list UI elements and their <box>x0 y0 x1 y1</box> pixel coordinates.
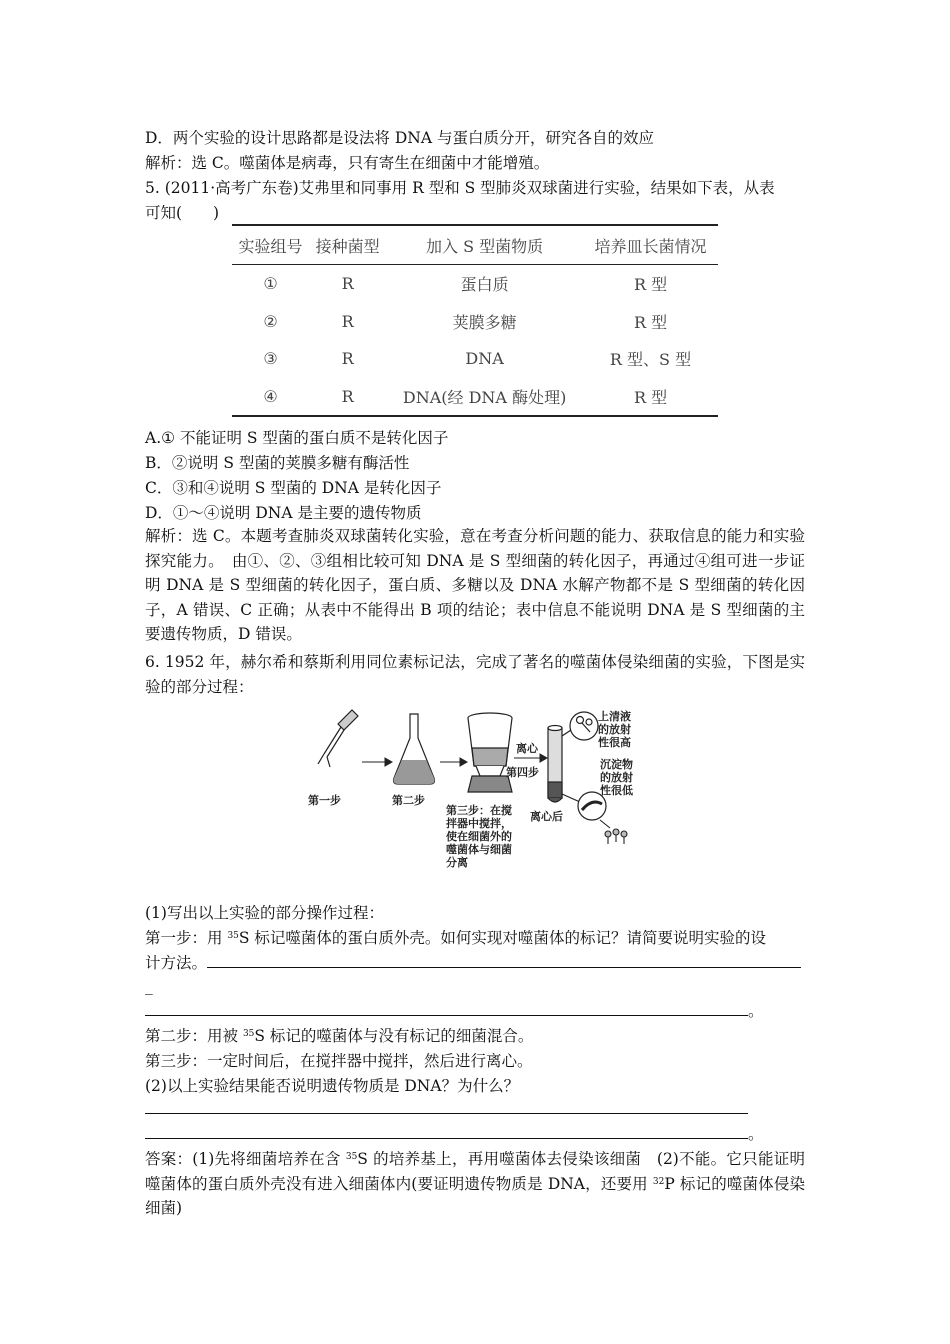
table-header-row <box>232 225 718 265</box>
q6-blank-line-4 <box>145 1124 764 1144</box>
answer-blank-line[interactable] <box>145 1124 748 1139</box>
q5-option-b: B．②说明 S 型菌的荚膜多糖有酶活性 <box>145 454 410 472</box>
q5-stem-line1: 5. (2011·高考广东卷)艾弗里和同事用 R 型和 S 型肺炎双球菌进行实验，结果如下表，从表 <box>145 179 775 197</box>
q6-step2-sup: 35 <box>242 1029 255 1039</box>
arrow-icon <box>440 758 467 766</box>
table-row <box>232 340 718 378</box>
q6-step2-text-a: 第二步：用被 <box>145 1027 243 1045</box>
supernatant-line3: 性很高 <box>598 736 631 749</box>
table-cell: R 型、S 型 <box>609 350 692 370</box>
answer-sup-2: 32 <box>652 1176 665 1187</box>
q5-option-a: A.① 不能证明 S 型菌的蛋白质不是转化因子 <box>145 429 449 447</box>
sediment-line1: 沉淀物 <box>600 758 633 771</box>
table-cell: 荚膜多糖 <box>452 312 517 332</box>
phage-experiment-diagram <box>300 702 660 872</box>
table-cell: R <box>341 274 354 294</box>
table-cell: R <box>309 378 386 417</box>
table-header-cell: 加入 S 型菌物质 <box>386 225 583 265</box>
table-row <box>232 378 718 417</box>
experiment-table <box>232 224 718 417</box>
q6-step1-text-b: S 标记噬菌体的蛋白质外壳。如何实现对噬菌体的标记？请简要说明实验的设 <box>238 929 766 947</box>
period-mark: 。 <box>748 1002 764 1020</box>
arrow-icon <box>514 754 547 762</box>
phage-icon <box>318 710 358 767</box>
table-row <box>232 265 718 303</box>
sediment-line2: 的放射 <box>600 771 633 784</box>
table-cell: ② <box>263 311 278 331</box>
after-centrifuge-label: 离心后 <box>530 810 563 823</box>
table-cell: ③ <box>263 349 278 369</box>
table-cell: ① <box>263 274 278 294</box>
table-cell: 蛋白质 <box>460 275 509 295</box>
answer-blank-line[interactable] <box>207 953 801 968</box>
q6-step1-text-a: 第一步：用 <box>145 929 228 947</box>
table-header-cell: 培养皿长菌情况 <box>583 225 718 265</box>
table-cell: ④ <box>232 378 309 417</box>
q6-part2: (2)以上实验结果能否说明遗传物质是 DNA？为什么？ <box>145 1077 520 1095</box>
q6-blank-line-3 <box>145 1099 748 1119</box>
q6-step1 <box>145 928 766 948</box>
q6-step1-text-c: 计方法。 <box>145 954 208 972</box>
table-row <box>232 303 718 341</box>
step4-label: 第四步 <box>506 766 539 779</box>
table-cell: DNA(经 DNA 酶处理) <box>386 378 583 417</box>
q6-stem: 6. 1952 年，赫尔希和蔡斯利用同位素标记法，完成了著名的噬菌体侵染细菌的实验，下图是实验的部分过程： <box>145 653 805 696</box>
phage-group-icon <box>600 820 627 844</box>
step1-label: 第一步 <box>308 794 341 807</box>
step2-label: 第二步 <box>392 794 425 807</box>
arrow-icon <box>362 758 392 766</box>
answer-text-c: P 标记的噬菌体侵染细菌) <box>145 1174 806 1218</box>
answer-blank-line[interactable] <box>145 1099 748 1114</box>
blender-icon <box>468 713 512 792</box>
centrifuge-tube-icon <box>548 726 562 803</box>
q6-blank-line-2 <box>145 1001 764 1021</box>
q6-step2 <box>145 1026 533 1046</box>
supernatant-line2: 的放射 <box>598 723 631 736</box>
q6-step1-sup: 35 <box>227 931 239 941</box>
q4-analysis: 解析：选 C。噬菌体是病毒，只有寄生在细菌中才能增殖。 <box>145 154 550 172</box>
supernatant-zoom-icon <box>562 712 598 740</box>
step3-line1: 第三步：在搅 <box>446 804 512 817</box>
table-cell: R 型 <box>633 275 668 295</box>
step3-line2: 拌器中搅拌， <box>446 817 512 830</box>
answer-text-b: S 的培养基上，再用噬菌体去侵染该细菌 (2)不能。它只能证明噬菌体的蛋白质外壳没有进入细菌体内(要证明遗传物质是 DNA，还要用 <box>145 1150 805 1193</box>
answer-sup-1: 35 <box>345 1152 358 1162</box>
flask-icon <box>394 714 435 784</box>
q6-step1-method <box>145 953 801 973</box>
supernatant-line1: 上清液 <box>598 710 631 723</box>
q6-step2-text-b: S 标记的噬菌体与没有标记的细菌混合。 <box>254 1027 534 1045</box>
q5-stem-line2: 可知( ) <box>145 204 220 222</box>
period-mark: 。 <box>748 1125 764 1143</box>
answer-text-a: 答案：(1)先将细菌培养在含 <box>145 1150 346 1168</box>
answer-blank-line[interactable] <box>145 1001 748 1016</box>
q5-analysis: 解析：选 C。本题考查肺炎双球菌转化实验，意在考查分析问题的能力、获取信息的能力和实验探究能力。 由①、②、③组相比较可知 DNA 是 S 型细菌的转化因子，再通过④组可进一步证明 DNA 是 S 型细菌的转化因子，蛋白质、多糖以及 DNA 水解产物都不是 S 型细菌的转化因子，A 错误、C 正确；从表中不能得出 B 项的结论；表中信息不能说明 DNA 是 S 型细菌的主要遗传物质，D 错误。 <box>145 527 805 644</box>
table-cell: R 型 <box>583 378 718 417</box>
table-cell: R <box>341 311 354 331</box>
sediment-line3: 性很低 <box>600 784 633 797</box>
table-cell: DNA <box>465 349 504 369</box>
step3-line5: 分离 <box>446 856 468 869</box>
step3-line3: 使在细菌外的 <box>446 830 512 843</box>
q6-step3: 第三步：一定时间后，在搅拌器中搅拌，然后进行离心。 <box>145 1052 533 1070</box>
q5-option-d: D．①～④说明 DNA 是主要的遗传物质 <box>145 504 422 522</box>
q6-answer <box>145 1147 805 1221</box>
table-header-cell: 实验组号 <box>232 225 309 265</box>
table-header-cell: 接种菌型 <box>309 225 386 265</box>
table-cell: R <box>341 349 354 369</box>
q6-part1-title: (1)写出以上实验的部分操作过程： <box>145 904 384 922</box>
sediment-zoom-icon <box>562 792 606 820</box>
dash-mark: _ <box>145 977 153 995</box>
q5-option-c: C．③和④说明 S 型菌的 DNA 是转化因子 <box>145 479 442 497</box>
table-cell: R 型 <box>633 312 668 332</box>
step3-line4: 噬菌体与细菌 <box>446 843 512 856</box>
centrifuge-label: 离心 <box>516 742 538 755</box>
q4-option-d: D．两个实验的设计思路都是设法将 DNA 与蛋白质分开，研究各自的效应 <box>145 129 654 147</box>
